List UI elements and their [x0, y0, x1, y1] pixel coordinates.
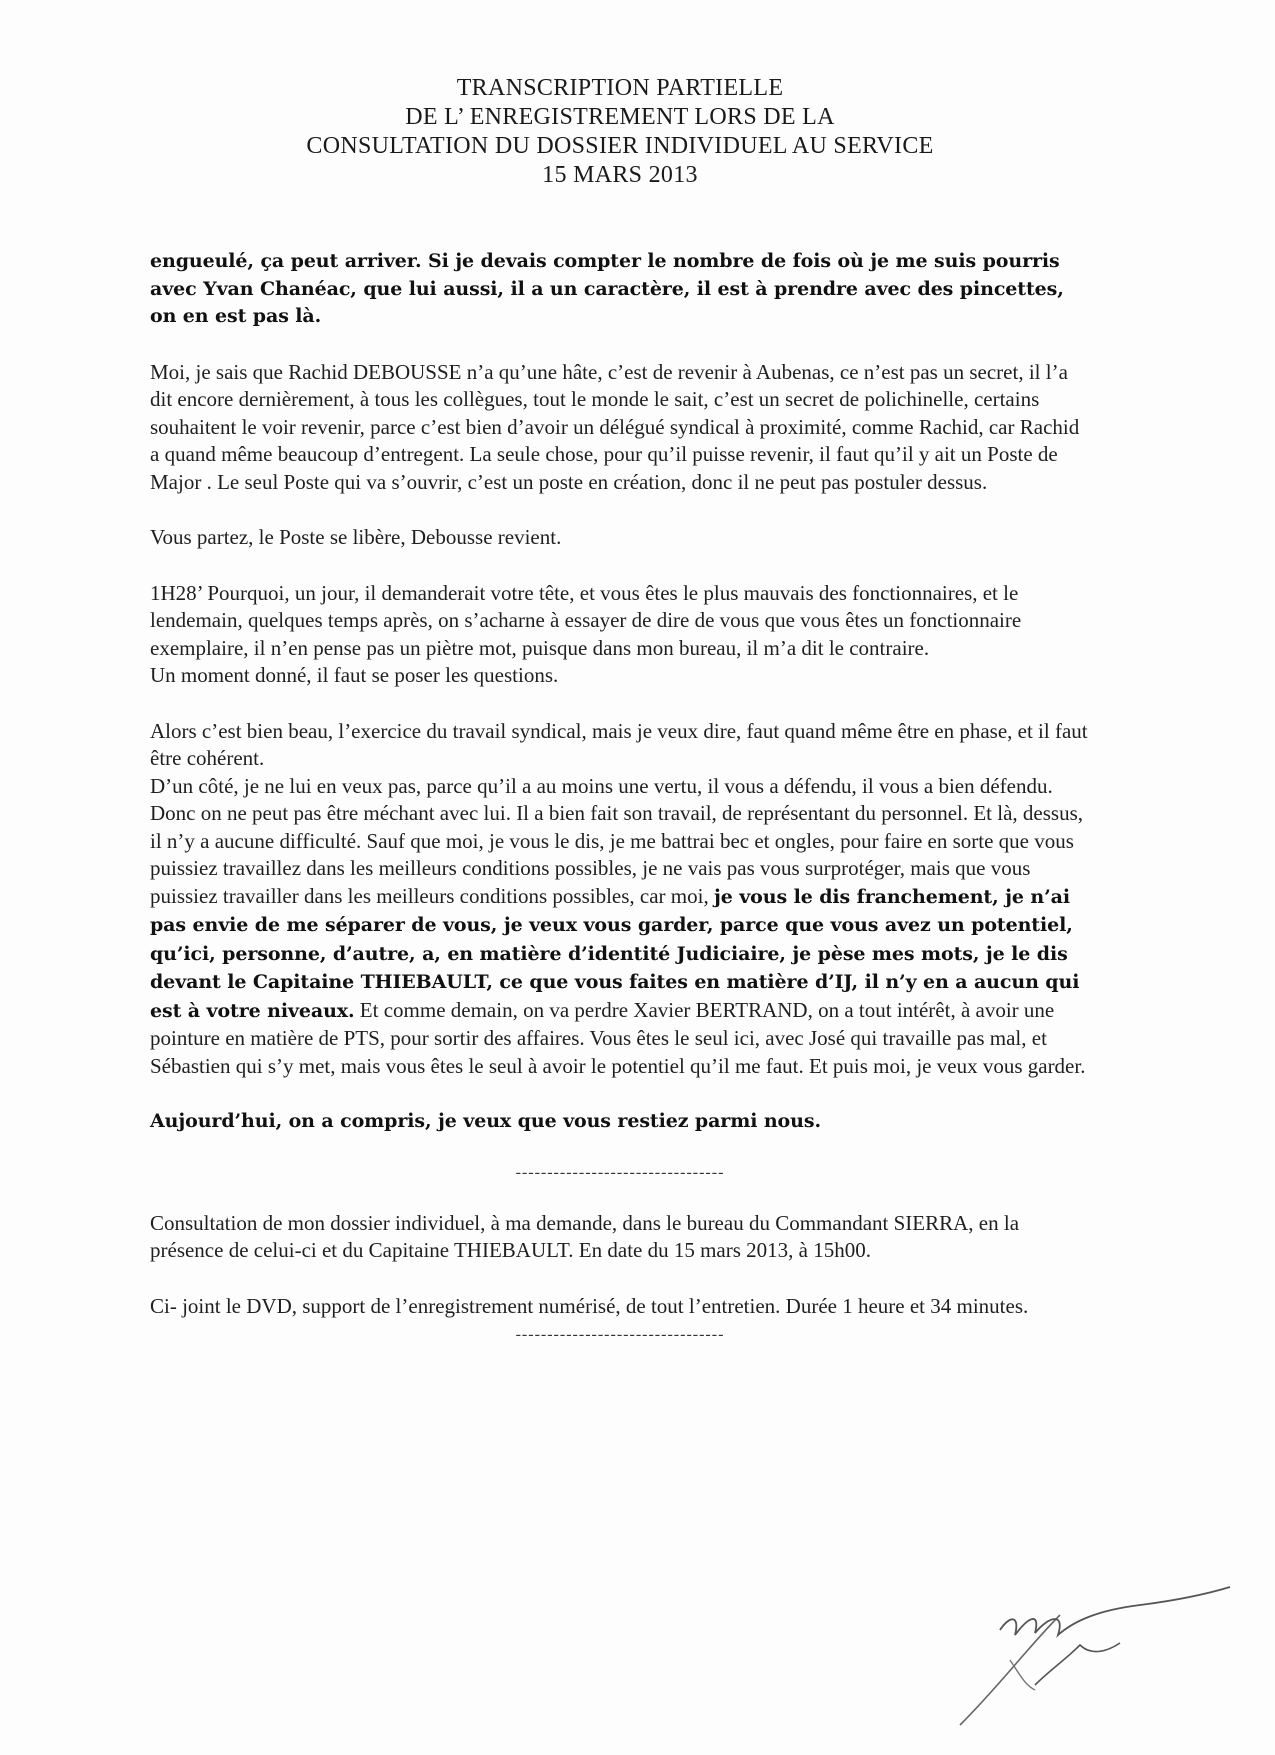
header-line-2: DE L’ ENREGISTREMENT LORS DE LA	[405, 104, 835, 130]
paragraph-5a: Alors c’est bien beau, l’exercice du travail syndical, mais je veux dire, faut quand même être en phase, et il faut être cohérent.	[150, 718, 1088, 770]
paragraph-8: Ci- joint le DVD, support de l’enregistrement numérisé, de tout l’entretien. Durée 1 heure et 34 minutes.	[150, 1293, 1029, 1318]
separator-2: ---------------------------------	[515, 1326, 725, 1343]
paragraph-4b: Un moment donné, il faut se poser les questions.	[150, 663, 559, 687]
paragraph-5c-start: Donc on ne peut pas être méchant avec lui. Il a bien fait son travail, de représentant du personnel. Et là, dessus, il n’y a aucune difficulté. Sauf que moi, je vous le dis, je me battrai bec et ongles, pour faire en sorte que vous puissiez travaillez dans les meilleurs conditions possibles, je ne vais pas vous surprotéger, mais que vous puissiez travailler dans les meilleurs conditions possibles, car moi,	[150, 801, 1084, 908]
header-line-3: CONSULTATION DU DOSSIER INDIVIDUEL AU SERVICE	[306, 133, 934, 159]
paragraph-5b: D’un côté, je ne lui en veux pas, parce qu’il a au moins une vertu, il vous a défendu, il vous a bien défendu.	[150, 773, 1053, 798]
document-header	[150, 74, 1090, 190]
paragraph-7: Consultation de mon dossier individuel, à ma demande, dans le bureau du Commandant SIERRA, en la présence de celui-ci et du Capitaine THIEBAULT. En date du 15 mars 2013, à 15h00.	[150, 1210, 1020, 1262]
paragraph-3: Vous partez, le Poste se libère, Debousse revient.	[150, 525, 562, 549]
paragraph-2: Moi, je sais que Rachid DEBOUSSE n’a qu’une hâte, c’est de revenir à Aubenas, ce n’est pas un secret, il l’a dit encore dernièrement, à tous les collègues, tout le monde le sait, c’est un secret de polichinelle, certains souhaitent le voir revenir, parce c’est bien d’avoir un délégué syndical à proximité, comme Rachid, car Rachid a quand même beaucoup d’entregent. La seule chose, pour qu’il puisse revenir, il faut qu’il y ait un Poste de Major . Le seul Poste qui va s’ouvrir, c’est un poste en création, donc il ne peut pas postuler dessus.	[150, 359, 1080, 494]
paragraph-5c-bold: je vous le dis franchement, je n’ai pas envie de me séparer de vous, je veux vous garder, parce que vous avez un potentiel, qu’ici, personne, d’autre, a, en matière d’identité Judiciaire, je pèse mes mots, je le dis devant le Capitaine THIEBAULT, ce que vous faites en matière d’IJ, il n’y en a aucun qui est à votre niveaux.	[150, 885, 1080, 1022]
header-line-1: TRANSCRIPTION PARTIELLE	[456, 75, 784, 101]
paragraph-1: engueulé, ça peut arriver. Si je devais compter le nombre de fois où je me suis pourris avec Yvan Chanéac, que lui aussi, il a un caractère, il est à prendre avec des pincettes, on en est pas là.	[150, 250, 1064, 327]
paragraph-5c	[150, 800, 1090, 1080]
separator-1: ---------------------------------	[515, 1163, 725, 1181]
header-date: 15 MARS 2013	[542, 162, 698, 188]
paragraph-4a: 1H28’ Pourquoi, un jour, il demanderait votre tête, et vous êtes le plus mauvais des fonctionnaires, et le lendemain, quelques temps après, on s’acharne à essayer de dire de vous que vous êtes un fonctionnaire exemplaire, il n’en pense pas un piètre mot, puisque dans mon bureau, il m’a dit le contraire.	[150, 580, 1022, 660]
document-body	[150, 248, 1090, 1344]
paragraph-5c-end: Et comme demain, on va perdre Xavier BERTRAND, on a tout intérêt, à avoir une pointure en matière de PTS, pour sortir des affaires. Vous êtes le seul ici, avec José qui travaille pas mal, et Sébastien qui s’y met, mais vous êtes le seul à avoir le potentiel qu’il me faut. Et puis moi, je veux vous garder.	[150, 997, 1086, 1078]
paragraph-6: Aujourd’hui, on a compris, je veux que vous restiez parmi nous.	[150, 1110, 821, 1132]
handwritten-signature	[940, 1585, 1240, 1735]
